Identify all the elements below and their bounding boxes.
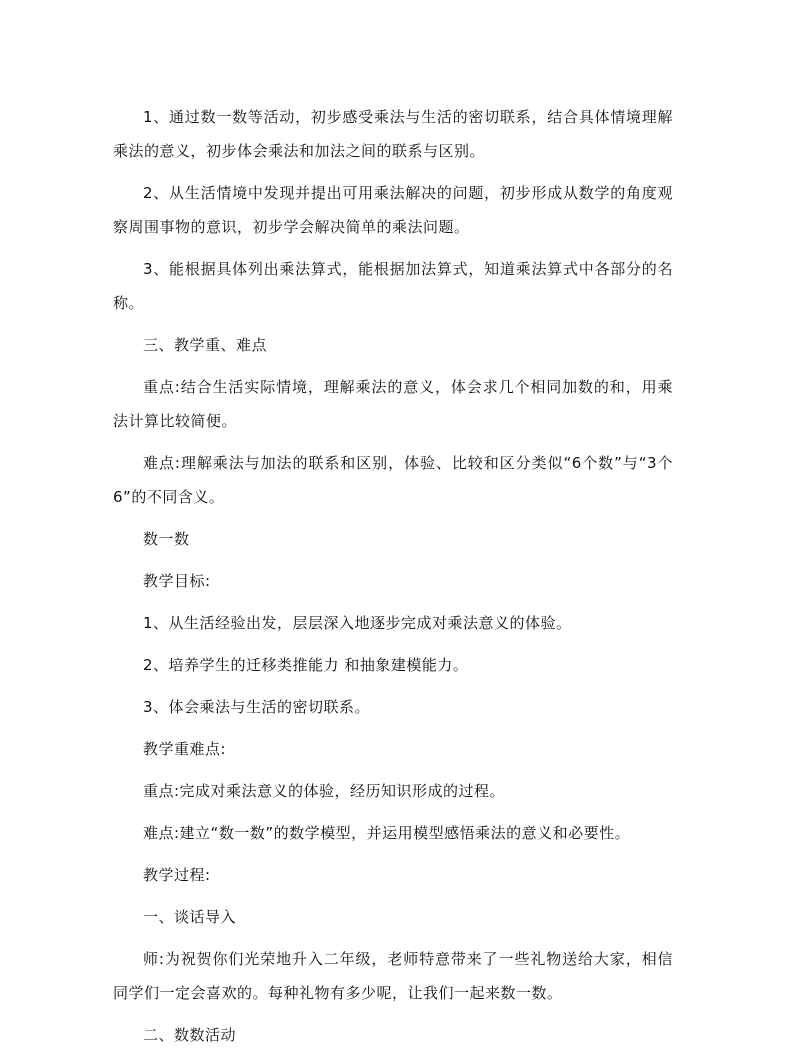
paragraph-objective-3: 3、能根据具体列出乘法算式，能根据加法算式，知道乘法算式中各部分的名称。: [113, 260, 673, 312]
section-heading-key-points: 三、教学重、难点: [143, 336, 268, 354]
paragraph-objective-2: 2、从生活情境中发现并提出可用乘法解决的问题，初步形成从数学的角度观察周围事物的意识，初步学会解决简单的乘法问题。: [113, 184, 673, 236]
paragraph-lesson-objective-1: 1、从生活经验出发，层层深入地逐步完成对乘法意义的体验。: [143, 614, 572, 632]
paragraph-teacher-intro: 师:为祝贺你们光荣地升入二年级，老师特意带来了一些礼物送给大家，相信同学们一定会喜欢的。每种礼物有多少呢，让我们一起来数一数。: [113, 950, 673, 1002]
subheading-teaching-process: 教学过程:: [143, 866, 211, 884]
lesson-title: 数一数: [143, 530, 190, 548]
subheading-teaching-difficulties: 教学重难点:: [143, 740, 227, 758]
section-heading-introduction: 一、谈话导入: [143, 908, 237, 926]
paragraph-lesson-key-point: 重点:完成对乘法意义的体验，经历知识形成的过程。: [143, 782, 506, 800]
paragraph-difficult-point: 难点:理解乘法与加法的联系和区别，体验、比较和区分类似“6个数”与“3个6”的不同含义。: [113, 454, 673, 506]
document-body: [113, 100, 673, 1060]
paragraph-lesson-objective-3: 3、体会乘法与生活的密切联系。: [143, 698, 371, 716]
paragraph-lesson-objective-2: 2、培养学生的迁移类推能力 和抽象建模能力。: [143, 656, 469, 674]
paragraph-lesson-difficult-point: 难点:建立“数一数”的数学模型，并运用模型感悟乘法的意义和必要性。: [143, 824, 631, 842]
paragraph-objective-1: 1、通过数一数等活动，初步感受乘法与生活的密切联系，结合具体情境理解乘法的意义，初步体会乘法和加法之间的联系与区别。: [113, 108, 673, 160]
paragraph-key-point: 重点:结合生活实际情境，理解乘法的意义，体会求几个相同加数的和，用乘法计算比较简便。: [113, 378, 673, 430]
subheading-teaching-objectives: 教学目标:: [143, 572, 211, 590]
section-heading-counting-activity: 二、数数活动: [143, 1026, 237, 1044]
